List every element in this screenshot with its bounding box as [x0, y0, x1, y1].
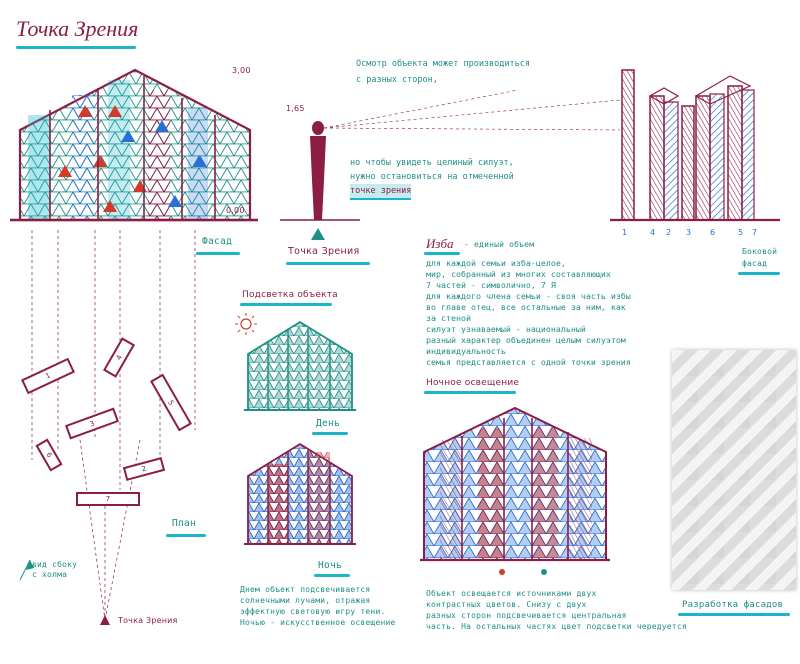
view-from-hill-line2: с холма — [32, 570, 68, 579]
side-number-1: 1 — [622, 228, 628, 237]
side-number-7: 7 — [752, 228, 758, 237]
day-facade-drawing — [244, 318, 356, 414]
facade-label: Фасад — [202, 236, 233, 247]
plan-number-2: 2 — [140, 464, 148, 474]
plan-number-6: 6 — [44, 451, 54, 459]
plan-label: План — [172, 518, 197, 529]
zero-scale-label: 0,00 — [226, 206, 245, 215]
view-text-line1: Осмотр объекта может производиться — [356, 59, 530, 69]
plan-number-3: 3 — [88, 418, 96, 429]
night-caption-line3: разных сторон подсвечивается центральная — [426, 611, 627, 620]
izba-bullet-10: семья представляется с одной точки зрения — [426, 357, 631, 367]
night-lighting-title: Ночное освещение — [426, 378, 520, 388]
view-text-line2: с разных сторон, — [356, 75, 438, 85]
facade-development-label: Разработка фасадов — [682, 600, 784, 610]
night-large-facade-drawing — [420, 402, 610, 582]
view-text-line5: точке зрения — [350, 184, 411, 200]
plan-number-7: 7 — [105, 495, 111, 503]
side-facade-underline — [738, 272, 780, 275]
view-text-line3: но чтобы увидеть целиный силуэт, — [350, 158, 514, 168]
view-text-block-2 — [350, 156, 514, 200]
izba-bullet-4: для каждого члена семьи - своя часть избы — [426, 291, 631, 301]
side-facade-label-line2: фасад — [742, 259, 768, 268]
person-height-label: 1,65 — [286, 104, 305, 113]
izba-bullet-3: 7 частей - символично, 7 Я — [426, 280, 556, 290]
page-title: Точка Зрения — [16, 16, 139, 41]
side-number-6: 6 — [710, 228, 716, 237]
side-facade-label — [742, 246, 777, 270]
day-caption-line2: солнечными лучами, отражая — [240, 596, 371, 605]
side-facade-label-line1: Боковой — [742, 247, 778, 256]
paper-model-photo — [672, 350, 796, 590]
view-text-block — [356, 56, 530, 88]
day-caption-line4: Ночью - искусственное освещение — [240, 618, 396, 627]
side-number-4: 4 — [650, 228, 656, 237]
night-caption-line2: контрастных цветов. Снизу с двух — [426, 600, 587, 609]
izba-title-underline — [424, 252, 460, 255]
lighting-title-underline — [240, 303, 332, 306]
izba-bullet-1: для каждой семьи изба-целое, — [426, 258, 566, 268]
view-from-hill-line1: вид сбоку — [32, 560, 78, 569]
izba-bullet-7: силуэт узнаваемый - национальный — [426, 324, 586, 334]
izba-bullet-8: разный характер объединен целым силуэтом — [426, 335, 626, 345]
day-caption-line1: Днем объект подсвечивается — [240, 585, 371, 594]
side-number-5: 5 — [738, 228, 744, 237]
side-number-3: 3 — [686, 228, 692, 237]
title-underline — [16, 46, 136, 49]
plan-number-1: 1 — [44, 371, 52, 381]
night-label-underline — [314, 574, 350, 577]
plan-number-5: 5 — [166, 398, 176, 407]
night-caption-line1: Объект освещается источниками двух — [426, 589, 597, 598]
day-caption-line3: эффектную световую игру тени. — [240, 607, 386, 616]
izba-bullet-6: за стеной — [426, 313, 471, 323]
night-label: Ночь — [318, 560, 343, 571]
izba-bullet-9: индивидуальность — [426, 346, 506, 356]
view-from-hill-note — [32, 560, 77, 580]
izba-bullet-5: во главе отец, все остальные за ним, как — [426, 302, 626, 312]
day-caption — [240, 584, 396, 628]
day-label-underline — [312, 432, 348, 435]
side-number-2: 2 — [666, 228, 672, 237]
plan-part-7 — [76, 492, 140, 506]
tochka-zreniya-mid-underline — [286, 262, 370, 265]
plan-number-4: 4 — [114, 353, 124, 362]
lighting-title: Подсветка объекта — [242, 290, 338, 300]
plan-label-underline — [166, 534, 206, 537]
top-scale-label: 3,00 — [232, 66, 251, 75]
night-caption-line4: часть. На остальных частях цвет подсветки чередуется — [426, 622, 687, 631]
izba-title: Изба — [426, 236, 454, 251]
night-lighting-underline — [424, 391, 516, 394]
night-small-facade-drawing — [244, 440, 356, 550]
view-text-line4: нужно остановиться на отмеченной — [350, 172, 514, 182]
side-facade-drawing — [610, 66, 790, 226]
facade-development-underline — [678, 613, 790, 616]
day-label: День — [316, 418, 341, 429]
main-facade-drawing — [10, 60, 260, 235]
izba-bullet-2: мир, собранный из многих составляющих — [426, 269, 611, 279]
izba-subtitle: - единый объем — [464, 240, 535, 249]
night-caption — [426, 588, 687, 632]
tochka-zreniya-bottom-label: Точка Зрения — [118, 616, 178, 625]
izba-bullets — [426, 258, 666, 368]
tochka-zreniya-mid-label: Точка Зрения — [288, 246, 360, 257]
